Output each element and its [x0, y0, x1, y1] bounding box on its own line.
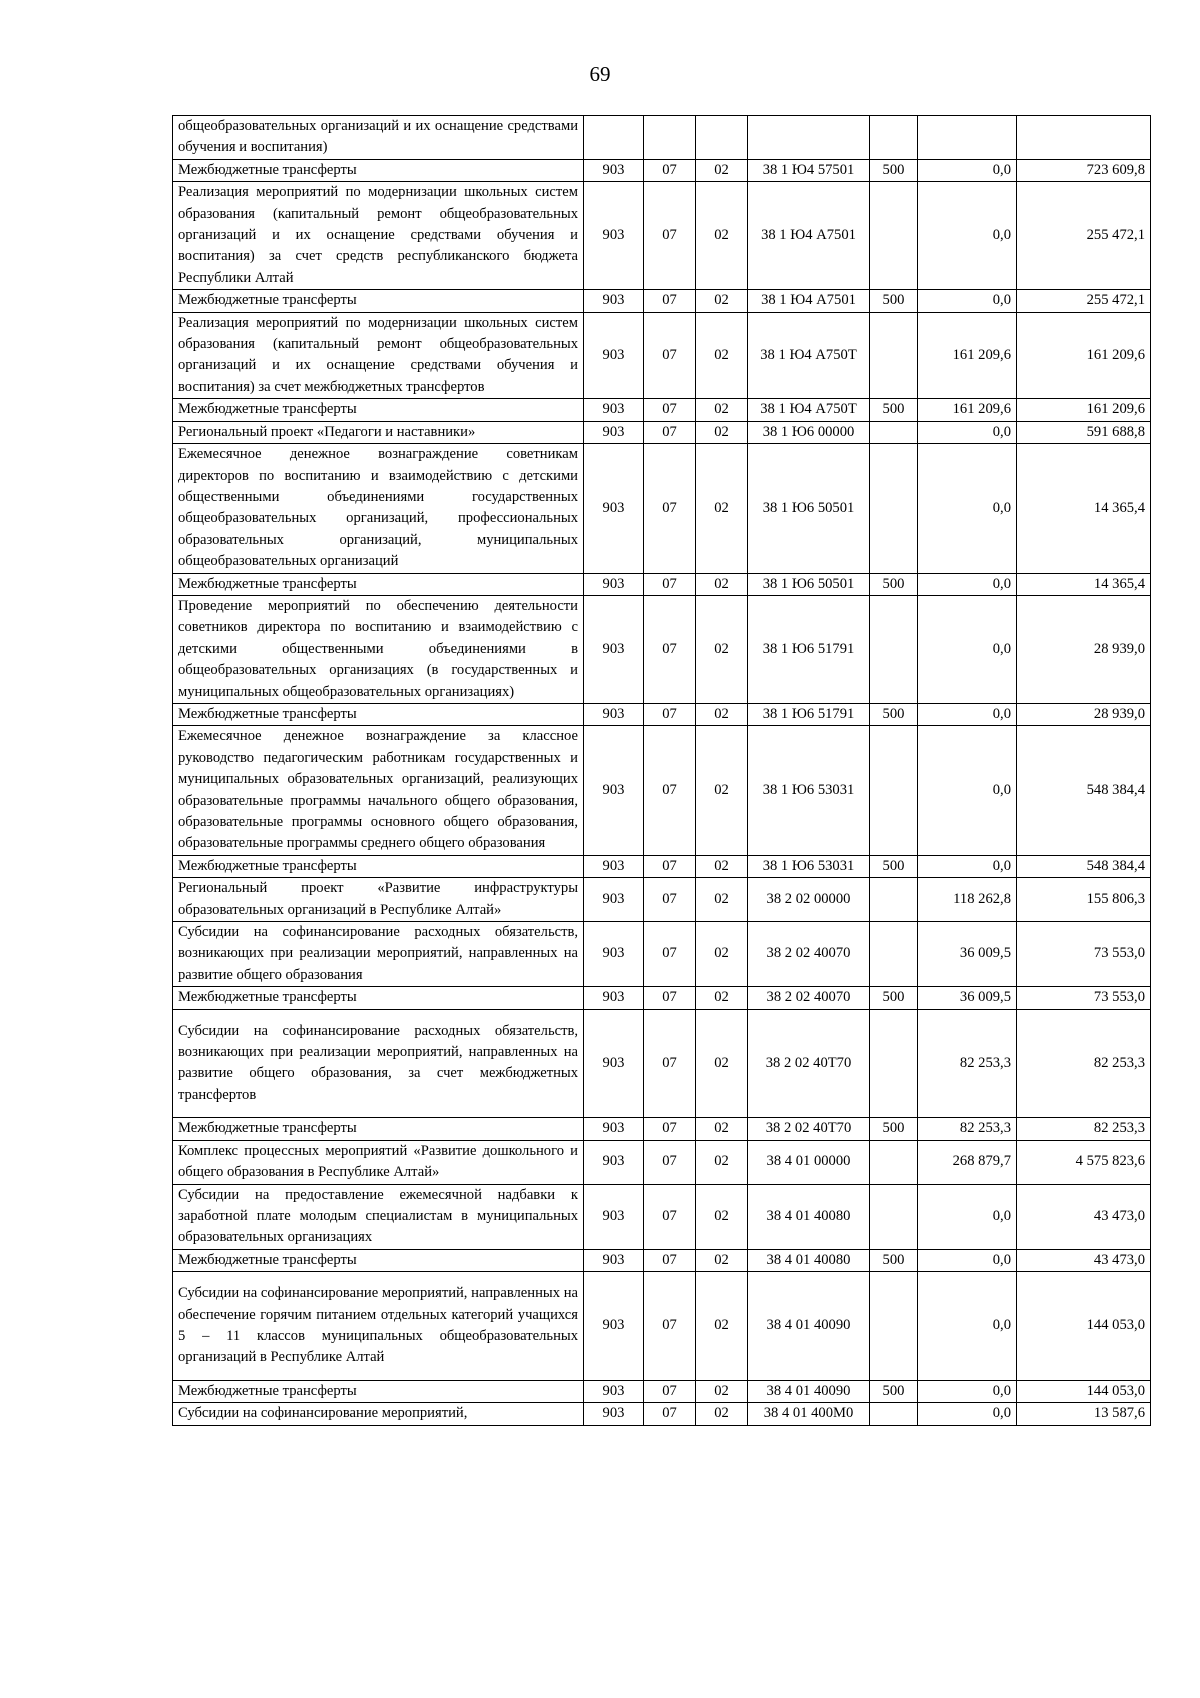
cell-amount-2: 82 253,3 [1017, 1118, 1151, 1140]
row-name: Региональный проект «Развитие инфраструктуры образовательных организаций в Республике Алтай» [173, 878, 584, 922]
table-row [173, 878, 1151, 922]
cell-subsection: 02 [696, 1184, 748, 1249]
cell-target-article: 38 4 01 00000 [748, 1140, 870, 1184]
cell-amount-2: 548 384,4 [1017, 855, 1151, 877]
table-row [173, 726, 1151, 855]
cell-amount-2: 255 472,1 [1017, 290, 1151, 312]
row-name: Ежемесячное денежное вознаграждение за классное руководство педагогическим работникам государственных и муниципальных образовательных организаций, реализующих образовательные программы начального общего образования, образовательные программы основного общего образования, образовательные программы среднего общего образования [173, 726, 584, 855]
row-name: Межбюджетные трансферты [173, 1118, 584, 1140]
cell-grbs: 903 [584, 726, 644, 855]
table-row [173, 1140, 1151, 1184]
table-row [173, 444, 1151, 573]
cell-target-article: 38 1 Ю6 51791 [748, 595, 870, 703]
cell-grbs: 903 [584, 573, 644, 595]
cell-amount-1: 118 262,8 [918, 878, 1017, 922]
cell-target-article: 38 1 Ю4 А750Т [748, 312, 870, 399]
cell-section: 07 [644, 1380, 696, 1402]
cell-target-article: 38 1 Ю6 50501 [748, 573, 870, 595]
cell-amount-1: 0,0 [918, 290, 1017, 312]
cell-section: 07 [644, 159, 696, 181]
cell-subsection: 02 [696, 1249, 748, 1271]
cell-grbs: 903 [584, 1403, 644, 1425]
row-name: Ежемесячное денежное вознаграждение советникам директоров по воспитанию и взаимодействию с детскими общественными объединениями государственных общеобразовательных организаций, профессиональных образовательных организаций, муниципальных общеобразовательных организаций [173, 444, 584, 573]
cell-grbs: 903 [584, 290, 644, 312]
row-name: общеобразовательных организаций и их оснащение средствами обучения и воспитания) [173, 116, 584, 160]
budget-table [172, 115, 1151, 1426]
cell-target-article: 38 2 02 40070 [748, 987, 870, 1009]
cell-amount-2: 548 384,4 [1017, 726, 1151, 855]
cell-section: 07 [644, 878, 696, 922]
cell-grbs: 903 [584, 855, 644, 877]
cell-amount-1: 268 879,7 [918, 1140, 1017, 1184]
cell-amount-1: 0,0 [918, 703, 1017, 725]
table-row [173, 855, 1151, 877]
table-row [173, 987, 1151, 1009]
table-row [173, 182, 1151, 290]
cell-subsection: 02 [696, 1140, 748, 1184]
cell-subsection: 02 [696, 1272, 748, 1381]
cell-amount-2: 82 253,3 [1017, 1009, 1151, 1118]
cell-expense-type [870, 312, 918, 399]
cell-amount-2: 28 939,0 [1017, 595, 1151, 703]
cell-section: 07 [644, 703, 696, 725]
cell-subsection: 02 [696, 182, 748, 290]
cell-expense-type: 500 [870, 290, 918, 312]
cell-expense-type [870, 922, 918, 987]
cell-expense-type [870, 421, 918, 443]
cell-section: 07 [644, 1184, 696, 1249]
cell-amount-1: 36 009,5 [918, 922, 1017, 987]
cell-grbs: 903 [584, 1184, 644, 1249]
cell-subsection: 02 [696, 1380, 748, 1402]
table-row [173, 1009, 1151, 1118]
cell-target-article: 38 1 Ю6 53031 [748, 855, 870, 877]
cell-subsection: 02 [696, 595, 748, 703]
cell-amount-2: 161 209,6 [1017, 399, 1151, 421]
cell-amount-2: 43 473,0 [1017, 1184, 1151, 1249]
cell-target-article: 38 2 02 40Т70 [748, 1118, 870, 1140]
cell-amount-2 [1017, 116, 1151, 160]
cell-grbs: 903 [584, 1249, 644, 1271]
row-name: Межбюджетные трансферты [173, 987, 584, 1009]
cell-expense-type: 500 [870, 1118, 918, 1140]
cell-amount-2: 4 575 823,6 [1017, 1140, 1151, 1184]
cell-grbs: 903 [584, 878, 644, 922]
cell-amount-2: 73 553,0 [1017, 922, 1151, 987]
cell-target-article: 38 1 Ю4 А7501 [748, 182, 870, 290]
cell-amount-2: 73 553,0 [1017, 987, 1151, 1009]
cell-section: 07 [644, 1403, 696, 1425]
cell-amount-1: 0,0 [918, 182, 1017, 290]
table-row [173, 159, 1151, 181]
table-row [173, 1249, 1151, 1271]
cell-target-article: 38 1 Ю6 00000 [748, 421, 870, 443]
cell-section: 07 [644, 182, 696, 290]
cell-amount-1: 82 253,3 [918, 1009, 1017, 1118]
cell-section [644, 116, 696, 160]
cell-target-article: 38 4 01 40080 [748, 1184, 870, 1249]
cell-amount-2: 13 587,6 [1017, 1403, 1151, 1425]
table-row [173, 703, 1151, 725]
cell-expense-type [870, 116, 918, 160]
cell-amount-1: 161 209,6 [918, 399, 1017, 421]
cell-target-article: 38 4 01 40090 [748, 1380, 870, 1402]
cell-expense-type [870, 595, 918, 703]
cell-grbs: 903 [584, 1140, 644, 1184]
cell-grbs [584, 116, 644, 160]
row-name: Межбюджетные трансферты [173, 159, 584, 181]
cell-target-article: 38 4 01 40080 [748, 1249, 870, 1271]
cell-amount-1: 0,0 [918, 855, 1017, 877]
cell-section: 07 [644, 1249, 696, 1271]
cell-expense-type: 500 [870, 703, 918, 725]
cell-grbs: 903 [584, 595, 644, 703]
cell-subsection: 02 [696, 159, 748, 181]
cell-subsection: 02 [696, 1403, 748, 1425]
table-row [173, 573, 1151, 595]
cell-target-article: 38 1 Ю4 А7501 [748, 290, 870, 312]
cell-subsection: 02 [696, 312, 748, 399]
cell-subsection: 02 [696, 1118, 748, 1140]
cell-section: 07 [644, 444, 696, 573]
cell-section: 07 [644, 1272, 696, 1381]
budget-table-body [173, 116, 1151, 1426]
cell-amount-1: 0,0 [918, 159, 1017, 181]
cell-amount-1: 0,0 [918, 1380, 1017, 1402]
row-name: Субсидии на софинансирование расходных обязательств, возникающих при реализации мероприятий, направленных на развитие общего образования, за счет межбюджетных трансфертов [173, 1009, 584, 1118]
cell-grbs: 903 [584, 1272, 644, 1381]
cell-expense-type: 500 [870, 159, 918, 181]
cell-grbs: 903 [584, 182, 644, 290]
cell-section: 07 [644, 726, 696, 855]
cell-grbs: 903 [584, 159, 644, 181]
cell-section: 07 [644, 290, 696, 312]
cell-target-article: 38 1 Ю6 51791 [748, 703, 870, 725]
cell-amount-2: 144 053,0 [1017, 1380, 1151, 1402]
cell-amount-1: 0,0 [918, 573, 1017, 595]
cell-amount-1: 0,0 [918, 1403, 1017, 1425]
cell-expense-type [870, 726, 918, 855]
cell-amount-1: 36 009,5 [918, 987, 1017, 1009]
table-row [173, 1403, 1151, 1425]
cell-subsection: 02 [696, 726, 748, 855]
cell-amount-1 [918, 116, 1017, 160]
cell-section: 07 [644, 987, 696, 1009]
cell-subsection [696, 116, 748, 160]
cell-amount-2: 144 053,0 [1017, 1272, 1151, 1381]
row-name: Межбюджетные трансферты [173, 1249, 584, 1271]
cell-section: 07 [644, 1118, 696, 1140]
row-name: Межбюджетные трансферты [173, 855, 584, 877]
cell-grbs: 903 [584, 987, 644, 1009]
row-name: Межбюджетные трансферты [173, 1380, 584, 1402]
cell-expense-type: 500 [870, 1380, 918, 1402]
cell-expense-type [870, 878, 918, 922]
cell-subsection: 02 [696, 987, 748, 1009]
row-name: Межбюджетные трансферты [173, 399, 584, 421]
cell-section: 07 [644, 595, 696, 703]
cell-expense-type [870, 1140, 918, 1184]
cell-expense-type [870, 1184, 918, 1249]
table-row [173, 1184, 1151, 1249]
cell-amount-1: 0,0 [918, 444, 1017, 573]
cell-expense-type [870, 182, 918, 290]
cell-amount-1: 0,0 [918, 1272, 1017, 1381]
cell-target-article: 38 1 Ю4 57501 [748, 159, 870, 181]
cell-amount-2: 14 365,4 [1017, 444, 1151, 573]
table-row [173, 290, 1151, 312]
cell-amount-2: 161 209,6 [1017, 312, 1151, 399]
row-name: Межбюджетные трансферты [173, 573, 584, 595]
cell-expense-type [870, 1009, 918, 1118]
table-row [173, 1380, 1151, 1402]
row-name: Региональный проект «Педагоги и наставники» [173, 421, 584, 443]
cell-section: 07 [644, 421, 696, 443]
row-name: Субсидии на софинансирование расходных обязательств, возникающих при реализации мероприятий, направленных на развитие общего образования [173, 922, 584, 987]
row-name: Межбюджетные трансферты [173, 290, 584, 312]
cell-subsection: 02 [696, 855, 748, 877]
row-name: Реализация мероприятий по модернизации школьных систем образования (капитальный ремонт общеобразовательных организаций и их оснащение средствами обучения и воспитания) за счет межбюджетных трансфертов [173, 312, 584, 399]
cell-amount-1: 0,0 [918, 1249, 1017, 1271]
row-name: Субсидии на предоставление ежемесячной надбавки к заработной плате молодым специалистам в муниципальных образовательных организациях [173, 1184, 584, 1249]
row-name: Субсидии на софинансирование мероприятий, направленных на обеспечение горячим питанием отдельных категорий учащихся 5 – 11 классов муниципальных общеобразовательных организаций в Республике Алтай [173, 1272, 584, 1381]
cell-target-article: 38 1 Ю6 50501 [748, 444, 870, 573]
cell-expense-type: 500 [870, 399, 918, 421]
cell-amount-1: 161 209,6 [918, 312, 1017, 399]
cell-section: 07 [644, 1009, 696, 1118]
cell-section: 07 [644, 922, 696, 987]
cell-grbs: 903 [584, 444, 644, 573]
cell-target-article: 38 1 Ю4 А750Т [748, 399, 870, 421]
cell-subsection: 02 [696, 290, 748, 312]
cell-subsection: 02 [696, 703, 748, 725]
cell-target-article: 38 4 01 40090 [748, 1272, 870, 1381]
cell-amount-1: 0,0 [918, 726, 1017, 855]
cell-expense-type [870, 1272, 918, 1381]
cell-section: 07 [644, 1140, 696, 1184]
table-row [173, 1118, 1151, 1140]
cell-amount-2: 255 472,1 [1017, 182, 1151, 290]
table-row [173, 421, 1151, 443]
cell-subsection: 02 [696, 573, 748, 595]
cell-target-article: 38 4 01 400М0 [748, 1403, 870, 1425]
table-row [173, 116, 1151, 160]
cell-target-article: 38 2 02 40Т70 [748, 1009, 870, 1118]
cell-expense-type: 500 [870, 573, 918, 595]
cell-target-article: 38 1 Ю6 53031 [748, 726, 870, 855]
cell-section: 07 [644, 573, 696, 595]
cell-grbs: 903 [584, 421, 644, 443]
cell-grbs: 903 [584, 1009, 644, 1118]
cell-amount-1: 82 253,3 [918, 1118, 1017, 1140]
cell-subsection: 02 [696, 444, 748, 573]
cell-amount-2: 14 365,4 [1017, 573, 1151, 595]
cell-amount-2: 723 609,8 [1017, 159, 1151, 181]
row-name: Субсидии на софинансирование мероприятий, [173, 1403, 584, 1425]
table-row [173, 922, 1151, 987]
cell-expense-type [870, 444, 918, 573]
cell-amount-2: 155 806,3 [1017, 878, 1151, 922]
cell-expense-type: 500 [870, 987, 918, 1009]
cell-expense-type: 500 [870, 1249, 918, 1271]
table-row [173, 312, 1151, 399]
cell-grbs: 903 [584, 1380, 644, 1402]
cell-subsection: 02 [696, 421, 748, 443]
table-row [173, 595, 1151, 703]
cell-subsection: 02 [696, 922, 748, 987]
cell-grbs: 903 [584, 1118, 644, 1140]
cell-grbs: 903 [584, 922, 644, 987]
cell-grbs: 903 [584, 399, 644, 421]
cell-target-article: 38 2 02 00000 [748, 878, 870, 922]
cell-section: 07 [644, 312, 696, 399]
cell-amount-2: 591 688,8 [1017, 421, 1151, 443]
cell-target-article: 38 2 02 40070 [748, 922, 870, 987]
row-name: Комплекс процессных мероприятий «Развитие дошкольного и общего образования в Республике Алтай» [173, 1140, 584, 1184]
cell-section: 07 [644, 855, 696, 877]
cell-amount-1: 0,0 [918, 421, 1017, 443]
page-number: 69 [589, 62, 611, 86]
cell-target-article [748, 116, 870, 160]
cell-expense-type: 500 [870, 855, 918, 877]
cell-grbs: 903 [584, 312, 644, 399]
table-row [173, 1272, 1151, 1381]
cell-amount-2: 28 939,0 [1017, 703, 1151, 725]
cell-grbs: 903 [584, 703, 644, 725]
cell-expense-type [870, 1403, 918, 1425]
cell-subsection: 02 [696, 878, 748, 922]
cell-amount-1: 0,0 [918, 1184, 1017, 1249]
cell-amount-1: 0,0 [918, 595, 1017, 703]
row-name: Межбюджетные трансферты [173, 703, 584, 725]
table-row [173, 399, 1151, 421]
cell-amount-2: 43 473,0 [1017, 1249, 1151, 1271]
row-name: Реализация мероприятий по модернизации школьных систем образования (капитальный ремонт общеобразовательных организаций и их оснащение средствами обучения и воспитания) за счет средств республиканского бюджета Республики Алтай [173, 182, 584, 290]
row-name: Проведение мероприятий по обеспечению деятельности советников директора по воспитанию и взаимодействию с детскими общественными объединениями в общеобразовательных организациях (в государственных и муниципальных общеобразовательных организациях) [173, 595, 584, 703]
cell-subsection: 02 [696, 1009, 748, 1118]
cell-section: 07 [644, 399, 696, 421]
cell-subsection: 02 [696, 399, 748, 421]
